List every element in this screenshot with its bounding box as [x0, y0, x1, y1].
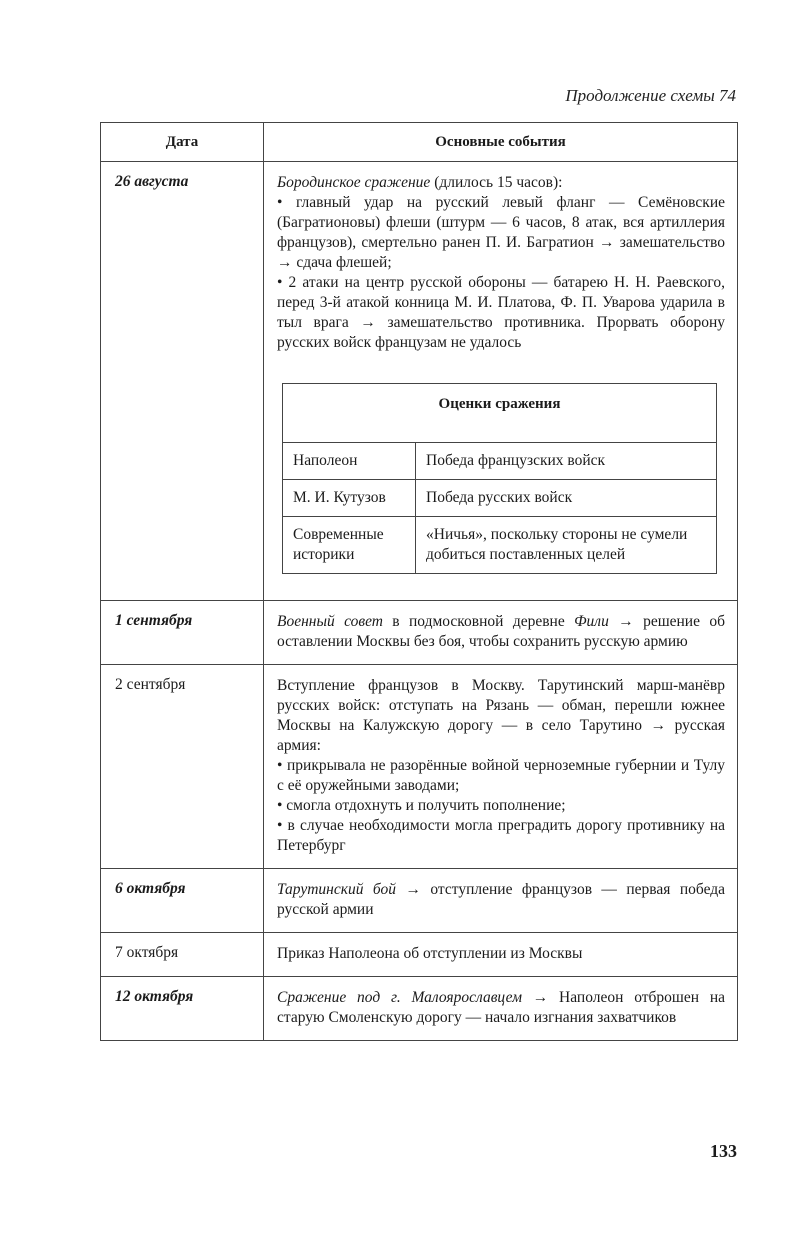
table-header-row [101, 123, 738, 162]
assessment-table [282, 383, 717, 574]
row-date: 6 октября [101, 869, 264, 933]
assessment-who: Современные историки [283, 517, 416, 574]
event-paragraph [277, 612, 725, 652]
row-date: 26 августа [101, 162, 264, 601]
events-table [100, 122, 738, 1041]
assessment-verdict: «Ничья», поскольку стороны не сумели добиться поставленных целей [416, 517, 717, 574]
event-title: Сражение под г. Малоярославцем [277, 989, 522, 1006]
row-events [264, 977, 738, 1041]
column-header-events: Основные события [264, 123, 738, 162]
table-row [101, 977, 738, 1041]
event-bullet: • в случае необходимости могла преградить дорогу противнику на Петербург [277, 817, 725, 854]
row-events [264, 869, 738, 933]
event-paragraph: Приказ Наполеона об отступлении из Москвы [277, 945, 583, 962]
event-paragraph: Вступление французов в Москву. Тарутинский марш-манёвр русских войск: отступать на Рязань — обман, перешли южнее Москвы на Калужскую дорогу — в село Тарутино → русская армия: [277, 677, 725, 754]
column-header-date: Дата [101, 123, 264, 162]
event-paragraph [277, 988, 725, 1028]
table-row [283, 480, 717, 517]
row-events [264, 601, 738, 665]
event-paragraph [277, 880, 725, 920]
running-title: Продолжение схемы 74 [565, 86, 736, 105]
row-date: 7 октября [101, 933, 264, 977]
table-row [101, 162, 738, 601]
event-text: в подмосковной деревне [382, 613, 575, 630]
place-name: Фили [574, 613, 609, 630]
page-number: 133 [710, 1141, 737, 1161]
assessment-who: М. И. Кутузов [283, 480, 416, 517]
table-row [101, 601, 738, 665]
table-row [101, 869, 738, 933]
assessment-title: Оценки сражения [283, 384, 717, 443]
event-text: → Наполеон отброшен на старую Смоленскую дорогу — начало изгнания захватчиков [277, 989, 726, 1026]
table-row [101, 665, 738, 869]
row-events [264, 162, 738, 601]
row-events [264, 933, 738, 977]
event-paragraph [277, 173, 725, 193]
table-row [101, 933, 738, 977]
row-date: 12 октября [101, 977, 264, 1041]
event-bullet: • главный удар на русский левый фланг — Семёновские (Багратионовы) флеши (штурм — 6 часов, 8 атак, вся артиллерия французов), смертельно ранен П. И. Багратион → замешательство → сдача флешей; [277, 194, 725, 271]
event-text: (длилось 15 часов): [430, 174, 563, 191]
event-title: Тарутинский бой [277, 881, 397, 898]
assessment-who: Наполеон [283, 443, 416, 480]
event-title: Военный совет [277, 613, 383, 630]
event-bullet: • 2 атаки на центр русской обороны — батарею Н. Н. Раевского, перед 3-й атакой конница М. И. Платова, Ф. П. Уварова ударила в тыл врага → замешательство противника. Прорвать оборону русских войск французам не удалось [277, 274, 725, 351]
row-events [264, 665, 738, 869]
event-bullet: • смогла отдохнуть и получить пополнение; [277, 797, 566, 814]
assessment-verdict: Победа французских войск [416, 443, 717, 480]
event-text: → отступление французов — первая победа русской армии [277, 881, 726, 918]
event-text: → решение об оставлении Москвы без боя, чтобы сохранить русскую армию [277, 613, 725, 650]
row-date: 2 сентября [101, 665, 264, 869]
event-title: Бородинское сражение [277, 174, 431, 191]
table-row [283, 443, 717, 480]
row-date: 1 сентября [101, 601, 264, 665]
table-row [283, 517, 717, 574]
assessment-verdict: Победа русских войск [416, 480, 717, 517]
event-bullet: • прикрывала не разорённые войной черноземные губернии и Тулу с её оружейными заводами; [277, 757, 725, 794]
